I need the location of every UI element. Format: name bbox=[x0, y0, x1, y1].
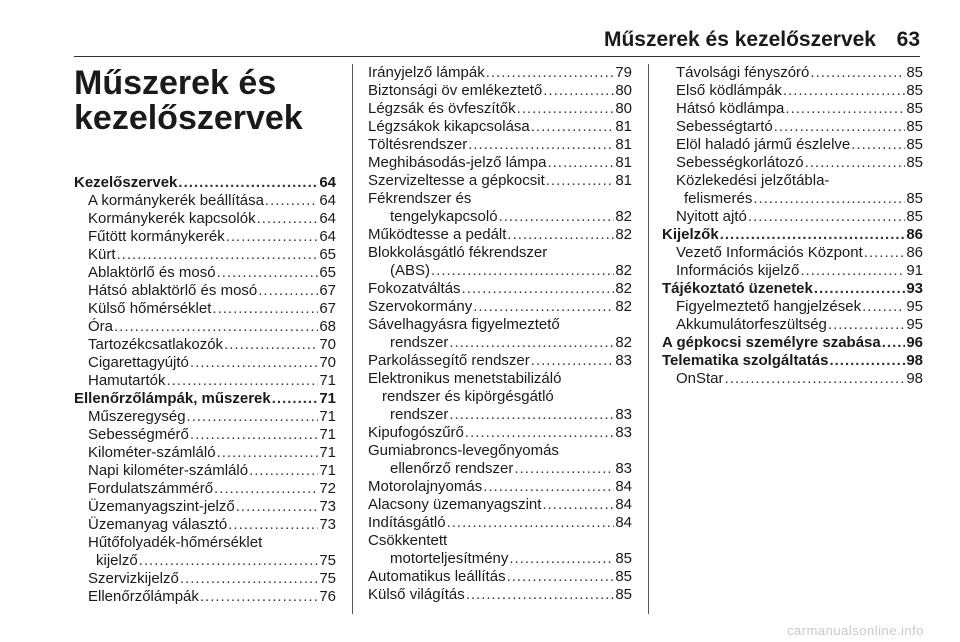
dot-leader bbox=[507, 568, 615, 586]
toc-entry-page: 86 bbox=[906, 226, 923, 243]
dot-leader bbox=[800, 262, 905, 280]
toc-entry-page: 85 bbox=[906, 118, 923, 135]
dot-leader bbox=[217, 264, 319, 282]
toc-entry-title: Üzemanyag választó bbox=[88, 516, 228, 533]
toc-entry-title: Töltésrendszer bbox=[368, 136, 468, 153]
toc-entry[interactable] bbox=[368, 154, 632, 172]
toc-entry[interactable] bbox=[368, 298, 632, 316]
toc-entry-title: Légzsák és övfeszítők bbox=[368, 100, 516, 117]
toc-entry-page: 81 bbox=[615, 154, 632, 171]
toc-entry[interactable] bbox=[74, 264, 336, 282]
toc-entry[interactable] bbox=[74, 210, 336, 228]
toc-list bbox=[662, 64, 923, 388]
dot-leader bbox=[547, 154, 614, 172]
dot-leader bbox=[249, 462, 318, 480]
toc-entry-title: Óra bbox=[88, 318, 114, 335]
toc-entry-page: 95 bbox=[906, 298, 923, 315]
toc-entry[interactable] bbox=[74, 228, 336, 246]
toc-entry-title: Figyelmeztető hangjelzések bbox=[676, 298, 862, 315]
toc-entry-title: Elöl haladó jármű észlelve bbox=[676, 136, 851, 153]
toc-entry-title: Napi kilométer-számláló bbox=[88, 462, 249, 479]
toc-entry[interactable] bbox=[662, 82, 923, 100]
dot-leader bbox=[226, 228, 319, 246]
toc-entry-line: Közlekedési jelzőtábla- bbox=[676, 172, 830, 189]
chapter-title-line: Műszerek és bbox=[74, 64, 277, 102]
toc-entry-page: 80 bbox=[615, 100, 632, 117]
toc-entry-page: 85 bbox=[906, 154, 923, 171]
dot-leader bbox=[139, 552, 319, 570]
toc-entry-page: 64 bbox=[319, 210, 336, 227]
toc-entry-page: 84 bbox=[615, 478, 632, 495]
toc-entry[interactable] bbox=[368, 262, 632, 280]
toc-entry-title: Tájékoztató üzenetek bbox=[662, 280, 813, 297]
toc-entry-page: 82 bbox=[615, 334, 632, 351]
toc-entry[interactable] bbox=[662, 136, 923, 154]
toc-entry[interactable] bbox=[74, 444, 336, 462]
toc-entry-page: 85 bbox=[906, 100, 923, 117]
chapter-title-line: kezelőszervek bbox=[74, 99, 303, 137]
dot-leader bbox=[483, 478, 614, 496]
toc-entry[interactable] bbox=[368, 586, 632, 604]
dot-leader bbox=[725, 370, 906, 388]
toc-entry-line: Csökkentett bbox=[368, 532, 448, 549]
toc-entry-title: Fűtött kormánykerék bbox=[88, 228, 225, 245]
toc-entry-title: rendszer bbox=[390, 406, 449, 423]
toc-entry[interactable] bbox=[662, 208, 923, 226]
toc-entry-title: Külső hőmérséklet bbox=[88, 300, 212, 317]
toc-entry[interactable] bbox=[368, 514, 632, 532]
dot-leader bbox=[167, 372, 319, 390]
dot-leader bbox=[214, 480, 318, 498]
toc-entry-title: Hamutartók bbox=[88, 372, 166, 389]
toc-entry-title: Távolsági fényszóró bbox=[676, 64, 810, 81]
toc-entry-page: 85 bbox=[906, 190, 923, 207]
toc-entry-page: 82 bbox=[615, 262, 632, 279]
toc-entry[interactable] bbox=[74, 282, 336, 300]
toc-section-entry[interactable] bbox=[662, 226, 923, 244]
column-divider bbox=[648, 64, 649, 614]
toc-entry-page: 83 bbox=[615, 460, 632, 477]
toc-entry-title: Kipufogószűrő bbox=[368, 424, 464, 441]
toc-entry-page: 71 bbox=[319, 462, 336, 479]
toc-entry-title: Kijelzők bbox=[662, 226, 719, 243]
toc-entry-title: Ellenőrzőlámpák, műszerek bbox=[74, 390, 271, 407]
toc-section-entry[interactable] bbox=[662, 334, 923, 352]
dot-leader bbox=[499, 208, 615, 226]
toc-entry-title: Sebességkorlátozó bbox=[676, 154, 804, 171]
toc-entry-page: 72 bbox=[319, 480, 336, 497]
toc-entry[interactable] bbox=[662, 370, 923, 388]
toc-entry-title: (ABS) bbox=[390, 262, 431, 279]
dot-leader bbox=[531, 118, 615, 136]
toc-column-2 bbox=[368, 64, 632, 604]
toc-entry[interactable] bbox=[74, 354, 336, 372]
toc-entry-page: 83 bbox=[615, 424, 632, 441]
toc-entry-page: 68 bbox=[319, 318, 336, 335]
dot-leader bbox=[180, 570, 318, 588]
toc-entry-page: 85 bbox=[615, 586, 632, 603]
toc-entry-page: 84 bbox=[615, 496, 632, 513]
header-title: Műszerek és kezelőszervek bbox=[603, 28, 876, 51]
dot-leader bbox=[862, 298, 905, 316]
toc-entry[interactable] bbox=[368, 136, 632, 154]
toc-entry-page: 82 bbox=[615, 208, 632, 225]
toc-entry-title: ellenőrző rendszer bbox=[390, 460, 514, 477]
toc-entry[interactable] bbox=[368, 478, 632, 496]
dot-leader bbox=[531, 352, 615, 370]
toc-entry[interactable] bbox=[368, 424, 632, 442]
toc-entry-title: Nyitott ajtó bbox=[676, 208, 747, 225]
dot-leader bbox=[190, 354, 318, 372]
toc-entry-title: A gépkocsi személyre szabása bbox=[662, 334, 881, 351]
toc-entry-title: Szervokormány bbox=[368, 298, 473, 315]
dot-leader bbox=[190, 426, 318, 444]
toc-entry-title: Sebességmérő bbox=[88, 426, 189, 443]
toc-entry-page: 82 bbox=[615, 280, 632, 297]
dot-leader bbox=[224, 336, 318, 354]
dot-leader bbox=[272, 390, 319, 408]
toc-entry[interactable] bbox=[74, 408, 336, 426]
toc-entry[interactable] bbox=[74, 372, 336, 390]
toc-entry-title: Légzsákok kikapcsolása bbox=[368, 118, 530, 135]
toc-entry-title: Irányjelző lámpák bbox=[368, 64, 485, 81]
toc-entry[interactable] bbox=[368, 406, 632, 424]
toc-entry[interactable] bbox=[662, 154, 923, 172]
toc-entry[interactable] bbox=[74, 498, 336, 516]
toc-entry-title: Motorolajnyomás bbox=[368, 478, 483, 495]
toc-entry-title: Műszeregység bbox=[88, 408, 186, 425]
toc-entry-title: Kilométer-számláló bbox=[88, 444, 216, 461]
toc-entry-page: 95 bbox=[906, 316, 923, 333]
toc-entry-title: Fordulatszámmérő bbox=[88, 480, 214, 497]
header-divider bbox=[74, 56, 920, 57]
dot-leader bbox=[447, 514, 615, 532]
toc-entry[interactable] bbox=[368, 460, 632, 478]
toc-entry[interactable] bbox=[74, 336, 336, 354]
toc-entry[interactable] bbox=[662, 100, 923, 118]
toc-entry-page: 67 bbox=[319, 300, 336, 317]
toc-entry-page: 83 bbox=[615, 352, 632, 369]
dot-leader bbox=[431, 262, 614, 280]
toc-entry-title: Kürt bbox=[88, 246, 116, 263]
dot-leader bbox=[212, 300, 318, 318]
toc-entry-title: Sebességtartó bbox=[676, 118, 773, 135]
toc-entry-page: 75 bbox=[319, 570, 336, 587]
toc-column-1 bbox=[74, 64, 336, 606]
toc-entry[interactable] bbox=[368, 550, 632, 568]
toc-entry-page: 81 bbox=[615, 172, 632, 189]
toc-entry-title: tengelykapcsoló bbox=[390, 208, 498, 225]
toc-entry-line: Blokkolásgátló fékrendszer bbox=[368, 244, 548, 261]
toc-entry[interactable] bbox=[368, 64, 632, 82]
dot-leader bbox=[486, 64, 615, 82]
toc-entry-page: 67 bbox=[319, 282, 336, 299]
toc-entry-page: 81 bbox=[615, 118, 632, 135]
dot-leader bbox=[449, 406, 614, 424]
dot-leader bbox=[882, 334, 906, 352]
toc-entry[interactable] bbox=[368, 352, 632, 370]
dot-leader bbox=[785, 100, 905, 118]
toc-entry[interactable] bbox=[74, 570, 336, 588]
dot-leader bbox=[851, 136, 905, 154]
toc-entry-title: Indításgátló bbox=[368, 514, 446, 531]
toc-section-entry[interactable] bbox=[662, 352, 923, 370]
toc-entry[interactable] bbox=[74, 318, 336, 336]
toc-entry-title: Vezető Információs Központ bbox=[676, 244, 863, 261]
toc-entry-title: Fokozatváltás bbox=[368, 280, 461, 297]
dot-leader bbox=[200, 588, 318, 606]
toc-entry-page: 76 bbox=[319, 588, 336, 605]
toc-entry-page: 85 bbox=[906, 82, 923, 99]
toc-entry-page: 70 bbox=[319, 354, 336, 371]
toc-entry-title: Telematika szolgáltatás bbox=[662, 352, 829, 369]
toc-entry[interactable] bbox=[74, 516, 336, 534]
dot-leader bbox=[720, 226, 906, 244]
toc-entry[interactable] bbox=[368, 226, 632, 244]
toc-entry-title: Ellenőrzőlámpák bbox=[88, 588, 199, 605]
toc-entry-title: Szervizeltesse a gépkocsit bbox=[368, 172, 545, 189]
toc-entry-page: 65 bbox=[319, 264, 336, 281]
toc-entry-title: Cigarettagyújtó bbox=[88, 354, 189, 371]
toc-entry-page: 71 bbox=[319, 408, 336, 425]
toc-entry-page: 83 bbox=[615, 406, 632, 423]
toc-entry[interactable] bbox=[368, 280, 632, 298]
dot-leader bbox=[236, 498, 319, 516]
toc-entry[interactable] bbox=[74, 300, 336, 318]
toc-entry[interactable] bbox=[662, 298, 923, 316]
toc-entry-title: A kormánykerék beállítása bbox=[88, 192, 264, 209]
dot-leader bbox=[507, 226, 614, 244]
toc-entry-line: Fékrendszer és bbox=[368, 190, 472, 207]
toc-entry-line: rendszer és kipörgésgátló bbox=[382, 388, 554, 405]
dot-leader bbox=[228, 516, 318, 534]
dot-leader bbox=[774, 118, 906, 136]
dot-leader bbox=[117, 246, 319, 264]
dot-leader bbox=[187, 408, 319, 426]
toc-entry-title: Kormánykerék kapcsolók bbox=[88, 210, 256, 227]
toc-entry-title: rendszer bbox=[390, 334, 449, 351]
toc-section-entry[interactable] bbox=[74, 390, 336, 408]
toc-entry[interactable] bbox=[74, 480, 336, 498]
toc-entry-title: Üzemanyagszint-jelző bbox=[88, 498, 235, 515]
toc-entry-title: Tartozékcsatlakozók bbox=[88, 336, 224, 353]
toc-entry-line: Gumiabroncs-levegőnyomás bbox=[368, 442, 559, 459]
toc-entry[interactable] bbox=[74, 552, 336, 570]
toc-entry-title: Szervizkijelző bbox=[88, 570, 179, 587]
toc-entry-page: 73 bbox=[319, 498, 336, 515]
toc-entry-title: OnStar bbox=[676, 370, 724, 387]
dot-leader bbox=[514, 460, 614, 478]
toc-entry-page: 64 bbox=[319, 192, 336, 209]
dot-leader bbox=[462, 280, 615, 298]
toc-entry-title: Akkumulátorfeszültség bbox=[676, 316, 827, 333]
toc-entry-page: 82 bbox=[615, 226, 632, 243]
toc-entry[interactable] bbox=[368, 172, 632, 190]
toc-entry-page: 98 bbox=[906, 352, 923, 369]
toc-entry-page: 71 bbox=[319, 444, 336, 461]
toc-entry-line: Elektronikus menetstabilizáló bbox=[368, 370, 562, 387]
toc-entry-page: 96 bbox=[906, 334, 923, 351]
toc-entry-page: 98 bbox=[906, 370, 923, 387]
toc-entry-title: Hátsó ködlámpa bbox=[676, 100, 785, 117]
toc-entry-title: Ablaktörlő és mosó bbox=[88, 264, 216, 281]
toc-entry-title: Parkolássegítő rendszer bbox=[368, 352, 530, 369]
dot-leader bbox=[466, 586, 615, 604]
column-divider bbox=[352, 64, 353, 614]
dot-leader bbox=[829, 352, 905, 370]
toc-entry[interactable] bbox=[368, 568, 632, 586]
toc-entry-page: 64 bbox=[319, 174, 336, 191]
toc-entry-title: Automatikus leállítás bbox=[368, 568, 506, 585]
dot-leader bbox=[465, 424, 614, 442]
dot-leader bbox=[814, 280, 905, 298]
toc-entry-page: 64 bbox=[319, 228, 336, 245]
toc-entry-title: kijelző bbox=[96, 552, 138, 569]
toc-entry[interactable] bbox=[662, 262, 923, 280]
dot-leader bbox=[753, 190, 905, 208]
toc-entry[interactable] bbox=[74, 588, 336, 606]
watermark: carmanualsonline.info bbox=[787, 623, 924, 638]
chapter-title bbox=[74, 66, 336, 136]
toc-entry-line: Sávelhagyásra figyelmeztető bbox=[368, 316, 560, 333]
dot-leader bbox=[473, 298, 614, 316]
toc-entry-title: Biztonsági öv emlékeztető bbox=[368, 82, 543, 99]
dot-leader bbox=[217, 444, 319, 462]
dot-leader bbox=[257, 210, 319, 228]
toc-entry-page: 65 bbox=[319, 246, 336, 263]
dot-leader bbox=[114, 318, 318, 336]
dot-leader bbox=[810, 64, 905, 82]
toc-entry-page: 75 bbox=[319, 552, 336, 569]
toc-entry-title: Meghibásodás-jelző lámpa bbox=[368, 154, 547, 171]
toc-entry-title: Információs kijelző bbox=[676, 262, 800, 279]
toc-entry-page: 91 bbox=[906, 262, 923, 279]
toc-section-entry[interactable] bbox=[74, 174, 336, 192]
toc-entry-page: 85 bbox=[906, 208, 923, 225]
toc-entry-title: Alacsony üzemanyagszint bbox=[368, 496, 542, 513]
toc-entry[interactable] bbox=[74, 192, 336, 210]
toc-entry-line: Hűtőfolyadék-hőmérséklet bbox=[88, 534, 263, 551]
toc-entry-title: Működtesse a pedált bbox=[368, 226, 507, 243]
toc-entry-page: 71 bbox=[319, 426, 336, 443]
toc-entry[interactable] bbox=[368, 118, 632, 136]
toc-section-entry[interactable] bbox=[662, 280, 923, 298]
toc-entry-page: 81 bbox=[615, 136, 632, 153]
page-header bbox=[0, 0, 960, 52]
dot-leader bbox=[517, 100, 615, 118]
toc-entry-page: 93 bbox=[906, 280, 923, 297]
toc-entry-page: 82 bbox=[615, 298, 632, 315]
toc-column-3 bbox=[662, 64, 923, 388]
toc-entry-title: felismerés bbox=[684, 190, 753, 207]
dot-leader bbox=[543, 82, 614, 100]
toc-entry-page: 86 bbox=[906, 244, 923, 261]
toc-entry-title: motorteljesítmény bbox=[390, 550, 509, 567]
toc-entry[interactable] bbox=[662, 118, 923, 136]
toc-entry-page: 85 bbox=[906, 64, 923, 81]
toc-list bbox=[74, 174, 336, 606]
dot-leader bbox=[748, 208, 905, 226]
toc-entry[interactable] bbox=[74, 462, 336, 480]
toc-entry-title: Hátsó ablaktörlő és mosó bbox=[88, 282, 258, 299]
toc-entry-page: 79 bbox=[615, 64, 632, 81]
toc-entry-page: 85 bbox=[615, 550, 632, 567]
toc-entry-title: Első ködlámpák bbox=[676, 82, 782, 99]
toc-entry[interactable] bbox=[368, 82, 632, 100]
dot-leader bbox=[178, 174, 318, 192]
dot-leader bbox=[542, 496, 614, 514]
toc-entry[interactable] bbox=[662, 64, 923, 82]
toc-entry-page: 80 bbox=[615, 82, 632, 99]
toc-entry-page: 85 bbox=[906, 136, 923, 153]
dot-leader bbox=[468, 136, 614, 154]
toc-entry[interactable] bbox=[662, 316, 923, 334]
dot-leader bbox=[258, 282, 318, 300]
toc-entry[interactable] bbox=[662, 190, 923, 208]
dot-leader bbox=[805, 154, 906, 172]
toc-entry[interactable] bbox=[368, 208, 632, 226]
toc-entry-page: 85 bbox=[615, 568, 632, 585]
dot-leader bbox=[828, 316, 905, 334]
toc-entry-title: Külső világítás bbox=[368, 586, 465, 603]
dot-leader bbox=[783, 82, 905, 100]
dot-leader bbox=[509, 550, 614, 568]
toc-entry-page: 71 bbox=[319, 372, 336, 389]
dot-leader bbox=[864, 244, 906, 262]
dot-leader bbox=[449, 334, 614, 352]
toc-entry[interactable] bbox=[662, 244, 923, 262]
dot-leader bbox=[546, 172, 615, 190]
toc-entry[interactable] bbox=[368, 100, 632, 118]
dot-leader bbox=[265, 192, 318, 210]
toc-list bbox=[368, 64, 632, 604]
toc-entry-title: Kezelőszervek bbox=[74, 174, 178, 191]
page-number: 63 bbox=[896, 28, 920, 51]
toc-entry[interactable] bbox=[368, 334, 632, 352]
toc-entry-page: 71 bbox=[319, 390, 336, 407]
toc-entry[interactable] bbox=[74, 246, 336, 264]
toc-entry[interactable] bbox=[74, 426, 336, 444]
toc-entry-page: 73 bbox=[319, 516, 336, 533]
toc-entry[interactable] bbox=[368, 496, 632, 514]
toc-entry-page: 70 bbox=[319, 336, 336, 353]
toc-entry-page: 84 bbox=[615, 514, 632, 531]
